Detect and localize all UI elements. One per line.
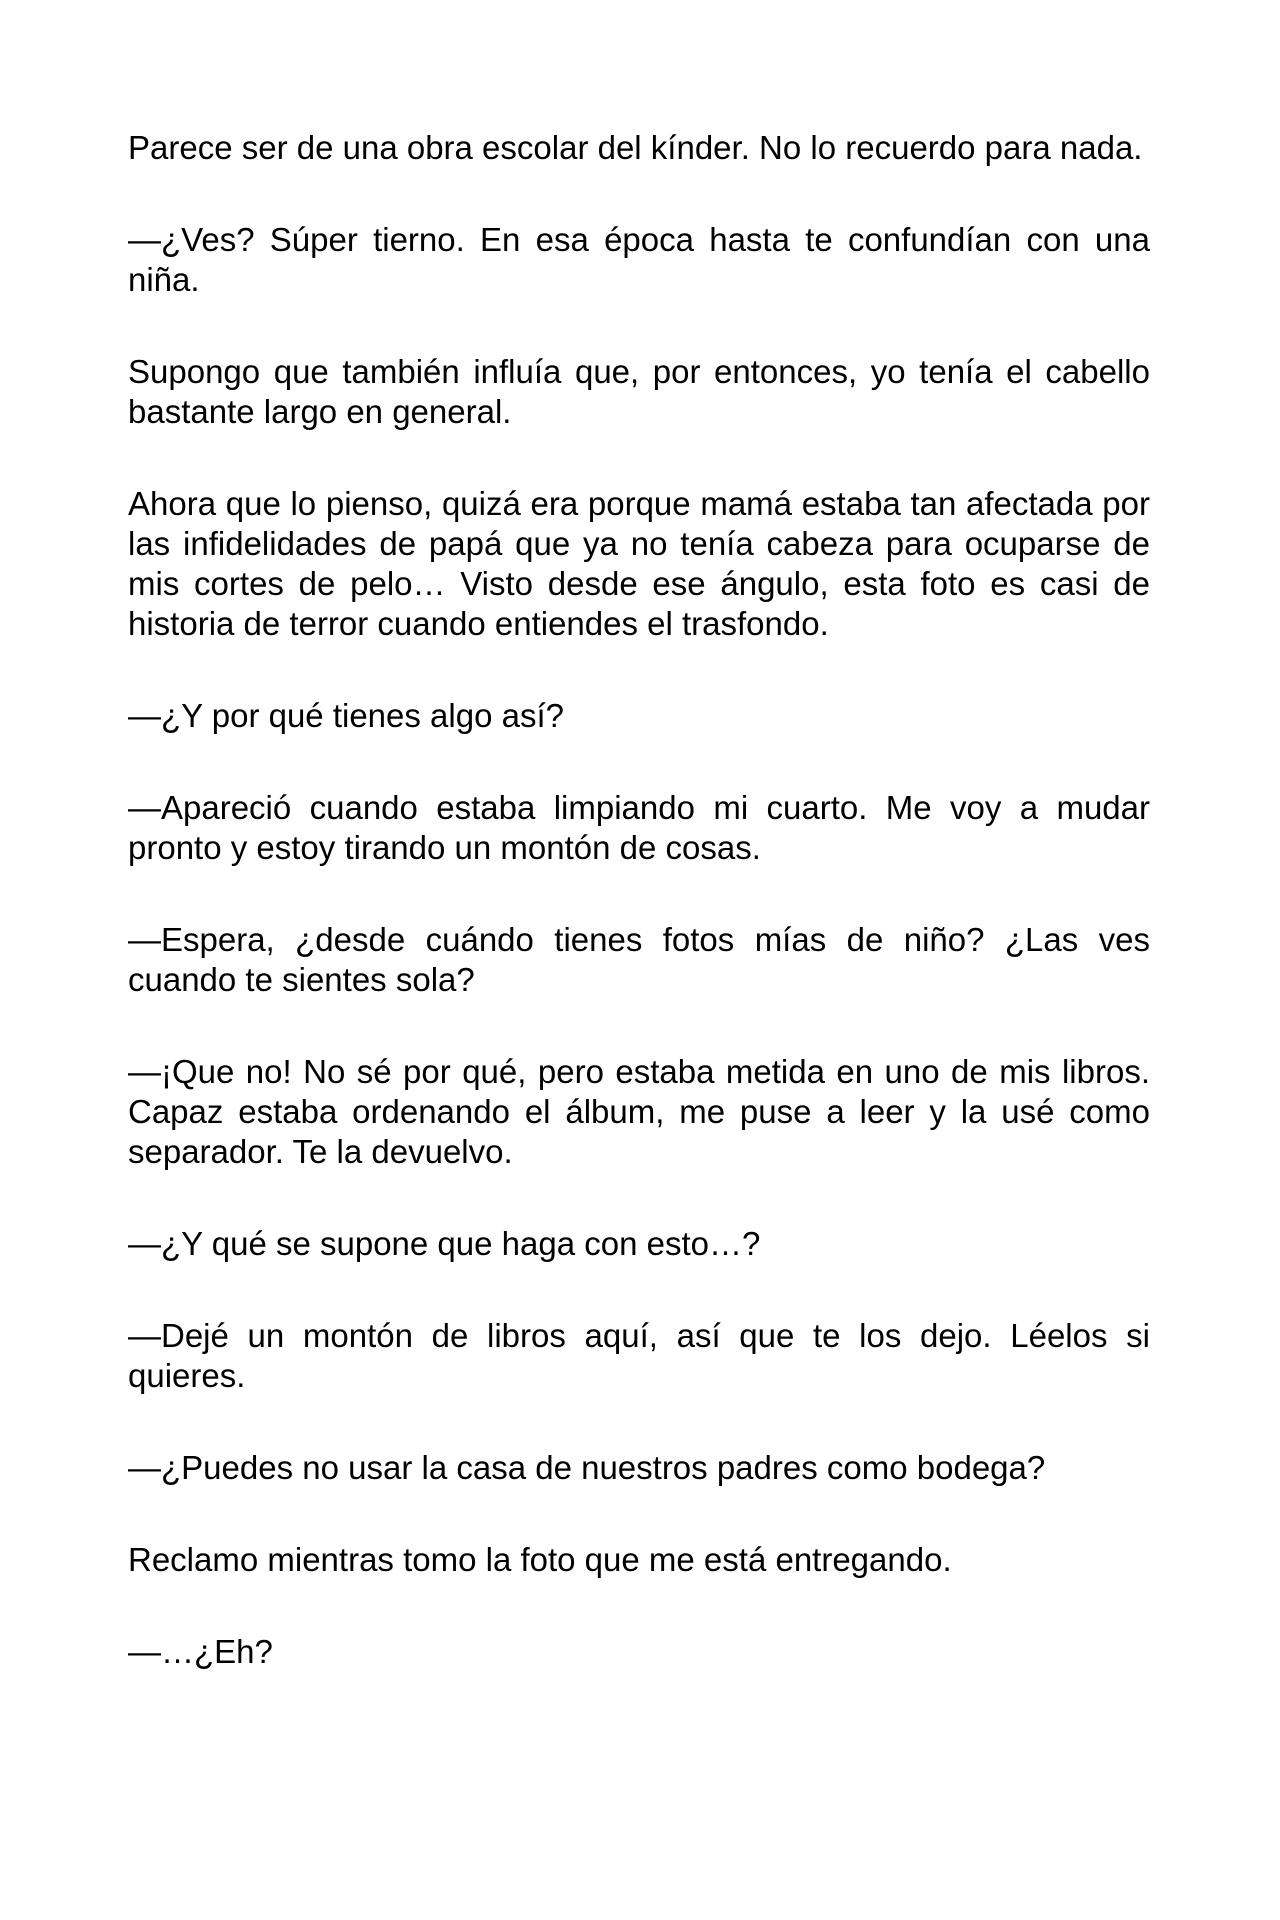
paragraph: Ahora que lo pienso, quizá era porque mamá estaba tan afectada por las infidelidades de papá que ya no tenía cabeza para ocuparse de mis cortes de pelo… Visto desde ese ángulo, esta foto es casi de historia de terror cuando entiendes el trasfondo. bbox=[128, 485, 1150, 642]
paragraph: —Espera, ¿desde cuándo tienes fotos mías de niño? ¿Las ves cuando te sientes sola? bbox=[128, 921, 1150, 998]
paragraph: —¿Y por qué tienes algo así? bbox=[128, 697, 564, 734]
paragraph: —¿Ves? Súper tierno. En esa época hasta te confundían con una niña. bbox=[128, 221, 1150, 298]
paragraph: —Apareció cuando estaba limpiando mi cuarto. Me voy a mudar pronto y estoy tirando un montón de cosas. bbox=[128, 789, 1150, 866]
paragraph: —¡Que no! No sé por qué, pero estaba metida en uno de mis libros. Capaz estaba ordenando el álbum, me puse a leer y la usé como separador. Te la devuelvo. bbox=[128, 1053, 1150, 1170]
paragraph: Parece ser de una obra escolar del kínder. No lo recuerdo para nada. bbox=[128, 129, 1143, 166]
paragraph: —…¿Eh? bbox=[128, 1633, 273, 1670]
paragraph: —¿Y qué se supone que haga con esto…? bbox=[128, 1225, 761, 1262]
paragraph: —Dejé un montón de libros aquí, así que te los dejo. Léelos si quieres. bbox=[128, 1317, 1150, 1394]
paragraph: Reclamo mientras tomo la foto que me está entregando. bbox=[128, 1541, 952, 1578]
paragraph: —¿Puedes no usar la casa de nuestros padres como bodega? bbox=[128, 1449, 1046, 1486]
paragraph: Supongo que también influía que, por entonces, yo tenía el cabello bastante largo en general. bbox=[128, 353, 1150, 430]
